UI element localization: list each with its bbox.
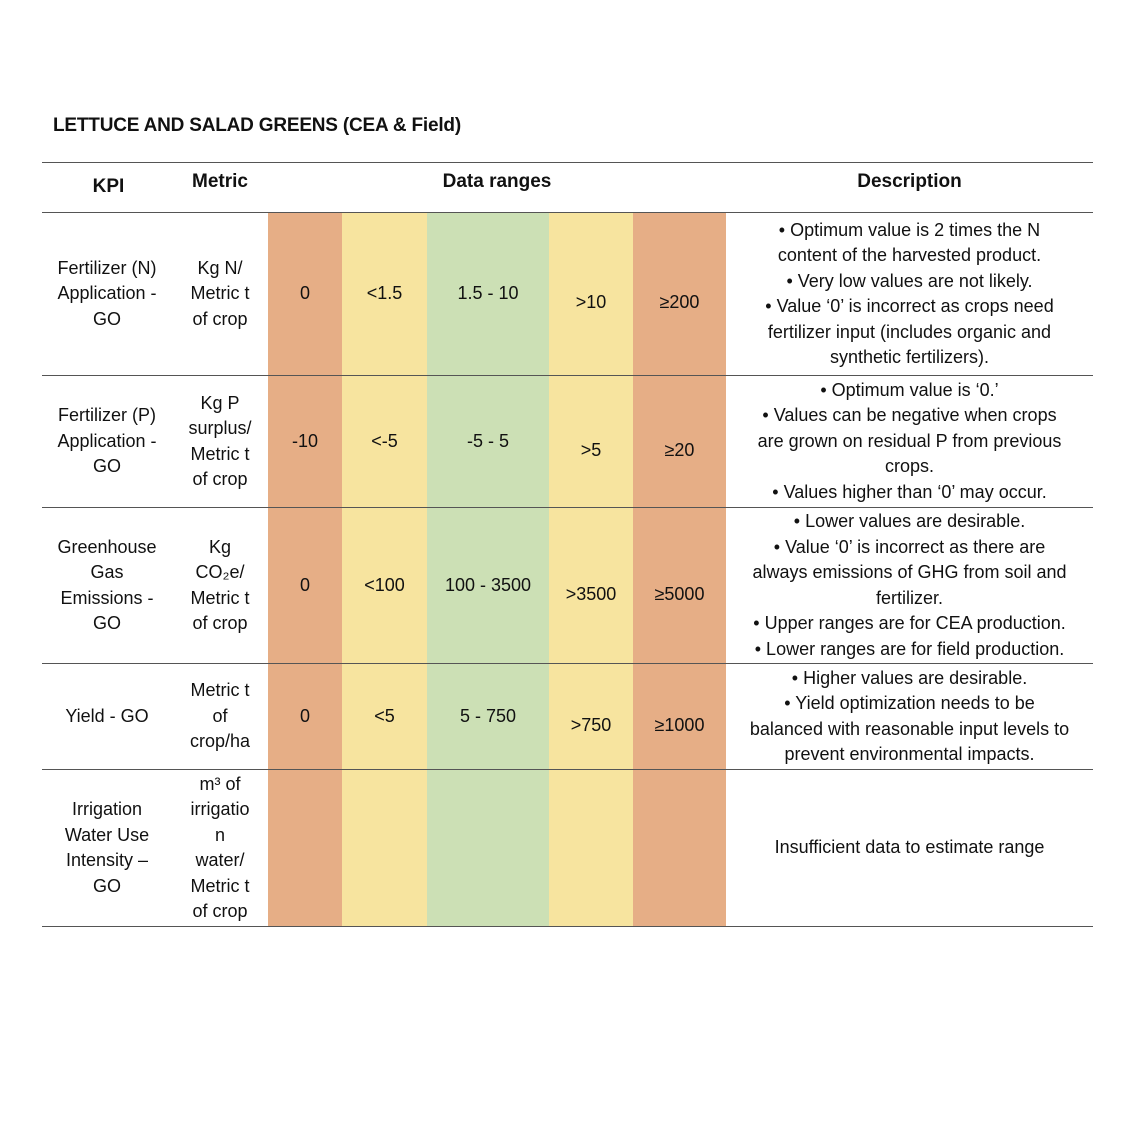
kpi-line: Intensity –	[65, 850, 149, 870]
description-line: • Values can be negative when crops	[762, 405, 1057, 426]
metric-line: surplus/	[188, 418, 252, 438]
table-row	[42, 770, 1093, 927]
description-line: fertilizer.	[875, 587, 944, 608]
header-row	[42, 163, 1093, 213]
range-caution-low-value: <100	[364, 574, 405, 595]
range-optimal-value: 100 - 3500	[444, 574, 532, 595]
metric-line: Metric t	[190, 680, 250, 701]
range-poor-low-value: 0	[299, 283, 310, 304]
metric-line: water/	[195, 850, 245, 870]
range-caution-high-cell	[549, 213, 633, 376]
metric-line: Kg N/	[197, 257, 243, 278]
description-header: Description	[857, 171, 962, 192]
description-line: • Upper ranges are for CEA production.	[753, 613, 1066, 633]
metric-cell	[172, 770, 268, 927]
range-poor-high-value: ≥1000	[654, 714, 705, 735]
description-line: always emissions of GHG from soil and	[752, 562, 1067, 582]
description-line: balanced with reasonable input levels to	[749, 718, 1070, 739]
kpi-line: Irrigation	[71, 799, 143, 819]
kpi-line: Application -	[57, 283, 157, 304]
description-line: content of the harvested product.	[777, 245, 1042, 265]
kpi-line: GO	[92, 875, 121, 896]
kpi-line: Fertilizer (P)	[58, 405, 156, 426]
description-line: Insufficient data to estimate range	[774, 837, 1045, 858]
range-optimal-cell	[427, 376, 549, 508]
table-row	[42, 508, 1093, 664]
description-line: crops.	[884, 456, 935, 477]
range-caution-high-value: >10	[575, 292, 607, 313]
description-line: are grown on residual P from previous	[757, 430, 1062, 451]
metric-line: of crop	[192, 308, 248, 329]
metric-line: Kg	[208, 536, 232, 557]
description-cell	[726, 376, 1093, 508]
metric-line: of crop	[192, 469, 248, 489]
description-line: • Value ‘0’ is incorrect as there are	[773, 536, 1046, 557]
description-line: prevent environmental impacts.	[784, 744, 1035, 764]
description-cell	[726, 508, 1093, 664]
range-caution-high-value: >750	[570, 714, 612, 735]
kpi-cell	[42, 213, 172, 376]
range-caution-low-cell	[342, 770, 427, 927]
range-optimal-cell	[427, 770, 549, 927]
page-title: LETTUCE AND SALAD GREENS (CEA & Field)	[53, 115, 461, 136]
table-row	[42, 213, 1093, 376]
kpi-line: Application -	[57, 430, 157, 451]
range-poor-low-value: 0	[299, 705, 310, 726]
range-poor-low-cell	[268, 664, 342, 770]
range-caution-high-cell	[549, 664, 633, 770]
range-poor-high-cell	[633, 376, 726, 508]
range-poor-low-cell	[268, 770, 342, 927]
metric-cell	[172, 508, 268, 664]
kpi-line: Greenhouse	[57, 536, 157, 557]
range-optimal-value: 5 - 750	[459, 705, 517, 726]
kpi-table	[42, 162, 1093, 927]
metric-line: Metric t	[190, 875, 250, 896]
description-cell	[726, 213, 1093, 376]
range-caution-low-cell	[342, 376, 427, 508]
range-poor-high-cell	[633, 664, 726, 770]
kpi-line: Yield - GO	[65, 705, 149, 726]
range-poor-low-cell	[268, 376, 342, 508]
kpi-header: KPI	[92, 176, 125, 197]
kpi-cell	[42, 664, 172, 770]
range-caution-low-cell	[342, 664, 427, 770]
description-line: fertilizer input (includes organic and	[767, 321, 1052, 342]
kpi-cell	[42, 376, 172, 508]
kpi-line: GO	[92, 308, 121, 329]
metric-line: of crop	[192, 613, 248, 633]
range-caution-high-cell	[549, 376, 633, 508]
range-optimal-value: 1.5 - 10	[457, 283, 519, 304]
range-poor-low-value: -10	[291, 430, 318, 451]
metric-line: Metric t	[190, 443, 250, 464]
metric-line: Metric t	[190, 283, 250, 304]
kpi-cell	[42, 508, 172, 664]
metric-line: CO₂e/	[195, 562, 245, 582]
metric-line: Kg P	[200, 392, 240, 413]
range-caution-low-cell	[342, 213, 427, 376]
metric-line: of crop	[192, 901, 248, 921]
range-poor-high-value: ≥5000	[654, 583, 705, 604]
description-line: • Very low values are not likely.	[786, 270, 1033, 291]
description-line: • Optimum value is 2 times the N	[778, 219, 1041, 240]
kpi-line: Fertilizer (N)	[57, 257, 157, 278]
metric-line: of	[212, 705, 228, 726]
description-line: • Value ‘0’ is incorrect as crops need	[765, 296, 1054, 316]
kpi-line: Emissions -	[60, 587, 154, 608]
range-optimal-value: -5 - 5	[466, 430, 509, 451]
metric-line: Metric t	[190, 587, 250, 608]
range-optimal-cell	[427, 664, 549, 770]
range-caution-low-value: <5	[374, 705, 395, 726]
range-poor-high-cell	[633, 213, 726, 376]
range-caution-high-cell	[549, 770, 633, 927]
table-row	[42, 376, 1093, 508]
range-caution-high-value: >5	[580, 439, 602, 460]
kpi-cell	[42, 770, 172, 927]
range-poor-low-value: 0	[299, 574, 310, 595]
description-line: • Higher values are desirable.	[791, 667, 1028, 688]
range-caution-low-cell	[342, 508, 427, 664]
metric-header: Metric	[192, 171, 248, 192]
data-ranges-header: Data ranges	[442, 171, 552, 192]
description-line: • Lower values are desirable.	[793, 511, 1026, 531]
range-poor-low-cell	[268, 213, 342, 376]
range-caution-low-value: <1.5	[366, 283, 403, 304]
kpi-line: Water Use	[64, 824, 150, 845]
range-caution-high-cell	[549, 508, 633, 664]
range-poor-high-value: ≥20	[664, 439, 695, 460]
range-poor-high-cell	[633, 770, 726, 927]
metric-line: m³ of	[199, 773, 241, 794]
metric-line: crop/ha	[189, 731, 251, 752]
range-optimal-cell	[427, 508, 549, 664]
description-line: • Yield optimization needs to be	[784, 693, 1035, 713]
range-poor-high-cell	[633, 508, 726, 664]
description-cell	[726, 664, 1093, 770]
kpi-line: GO	[92, 613, 121, 633]
metric-cell	[172, 213, 268, 376]
description-line: synthetic fertilizers).	[829, 347, 990, 367]
table-body	[42, 213, 1093, 927]
range-caution-low-value: <-5	[371, 430, 398, 451]
metric-cell	[172, 376, 268, 508]
description-cell	[726, 770, 1093, 927]
range-caution-high-value: >3500	[565, 583, 617, 604]
metric-line: n	[214, 824, 225, 845]
kpi-line: GO	[92, 456, 121, 477]
range-poor-low-cell	[268, 508, 342, 664]
kpi-line: Gas	[90, 562, 124, 582]
metric-line: irrigatio	[190, 799, 250, 819]
table-row	[42, 664, 1093, 770]
range-poor-high-value: ≥200	[659, 292, 700, 313]
range-optimal-cell	[427, 213, 549, 376]
description-line: • Optimum value is ‘0.’	[820, 379, 999, 400]
metric-cell	[172, 664, 268, 770]
description-line: • Values higher than ‘0’ may occur.	[772, 481, 1047, 502]
description-line: • Lower ranges are for field production.	[754, 638, 1065, 659]
